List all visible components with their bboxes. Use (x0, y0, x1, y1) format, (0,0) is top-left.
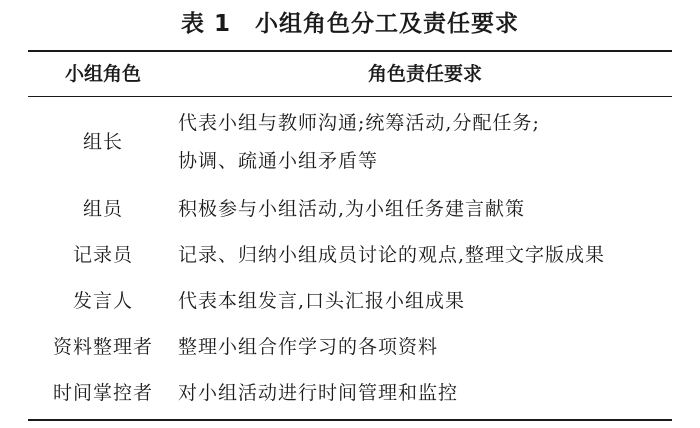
table-header-rule (28, 96, 672, 97)
duty-line: 协调、疏通小组矛盾等 (178, 150, 379, 172)
table-row (28, 282, 672, 320)
role-cell: 组长 (82, 131, 123, 153)
header-duty: 角色责任要求 (367, 63, 482, 85)
table-row (28, 328, 672, 366)
duty-line: 代表小组与教师沟通;统筹活动,分配任务; (178, 112, 540, 134)
duty-line: 整理小组合作学习的各项资料 (178, 336, 439, 358)
duty-cell (178, 282, 672, 320)
table-row (28, 190, 672, 228)
role-cell: 发言人 (72, 290, 133, 312)
table-title: 表 1 小组角色分工及责任要求 (180, 11, 519, 37)
duty-cell (178, 374, 672, 412)
duty-cell (178, 328, 672, 366)
role-cell: 记录员 (72, 244, 133, 266)
duty-line: 记录、归纳小组成员讨论的观点,整理文字版成果 (178, 244, 606, 266)
role-cell: 时间掌控者 (52, 382, 153, 404)
role-cell: 组员 (82, 198, 123, 220)
duty-line: 对小组活动进行时间管理和监控 (178, 382, 459, 404)
table-row (28, 236, 672, 274)
duty-line: 积极参与小组活动,为小组任务建言献策 (178, 198, 526, 220)
role-cell: 资料整理者 (52, 336, 153, 358)
duty-cell (178, 236, 672, 274)
table-row (28, 104, 672, 180)
duty-line: 代表本组发言,口头汇报小组成果 (178, 290, 466, 312)
duty-cell (178, 190, 672, 228)
header-role: 小组角色 (64, 63, 141, 85)
duty-cell (178, 104, 672, 180)
table-row (28, 374, 672, 412)
table-bottom-rule (28, 419, 672, 421)
